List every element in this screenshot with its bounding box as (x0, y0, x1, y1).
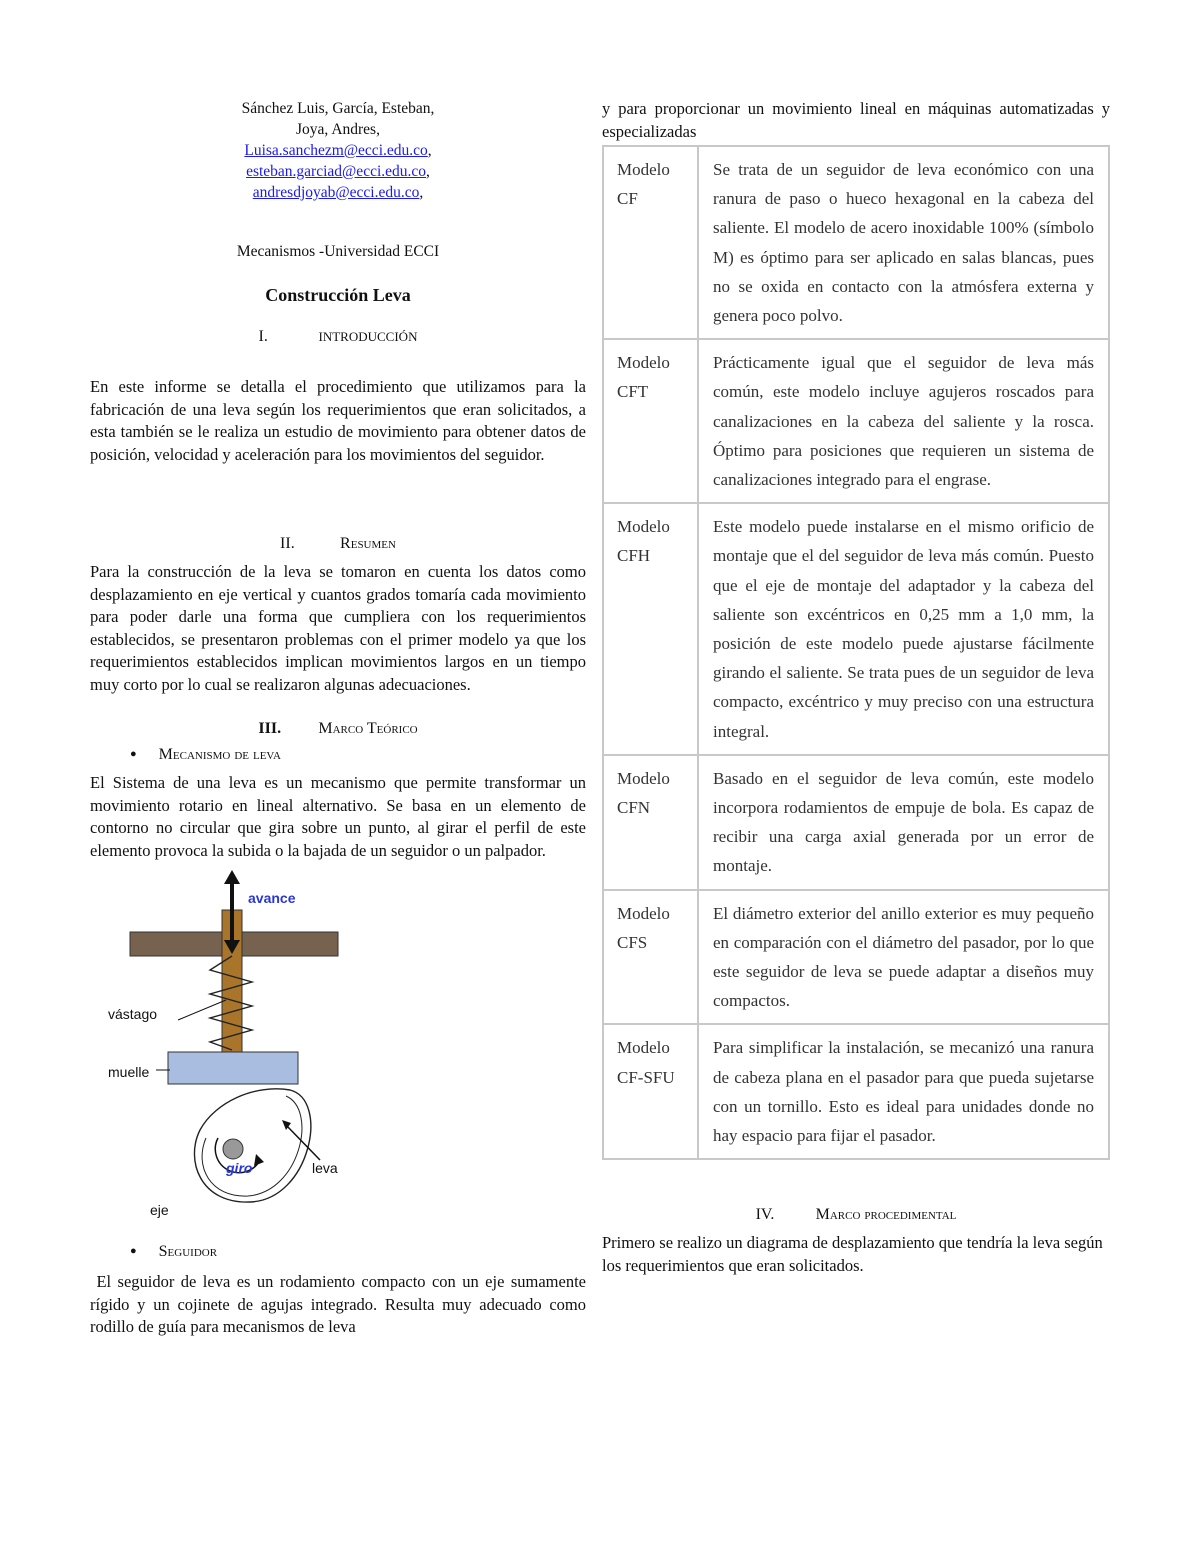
cam-diagram (90, 870, 586, 1225)
left-column (90, 98, 591, 1339)
section-title: Marco Teórico (318, 720, 418, 737)
models-table-body (603, 146, 1109, 1159)
intro-paragraph: En este informe se detalla el procedimiento que utilizamos para la fabricación de una leva según los requerimientos que eran solicitados, a esta también se le realiza un estudio de movimiento para obtener datos de posición, velocidad y aceleración para los movimientos del seguidor. (90, 377, 586, 464)
bullet-seguidor: ● Seguidor (130, 1243, 586, 1261)
table-row (603, 146, 1109, 339)
model-name-cell: Modelo CF-SFU (603, 1024, 698, 1159)
affiliation: Mecanismos -Universidad ECCI (236, 243, 440, 260)
cam-inner-line (202, 1096, 302, 1196)
label-vastago: vástago (108, 1006, 158, 1022)
leva-pointer (286, 1125, 320, 1160)
model-description-cell: Se trata de un seguidor de leva económico con una ranura de paso o hueco hexagonal en la cabeza del saliente. El modelo de acero inoxidable 100% (símbolo M) es óptimo para ser aplicado en salas blancas, pues no se oxida en contacto con la atmósfera externa y genera poco polvo. (698, 146, 1109, 339)
section-number: II. (280, 535, 295, 552)
paper-title: Construcción Leva (265, 285, 411, 305)
models-table (602, 145, 1110, 1160)
authors-line-1: Sánchez Luis, García, Esteban, (241, 100, 435, 117)
section-heading-resumen (90, 535, 586, 553)
label-avance: avance (248, 890, 296, 906)
email-link-3[interactable]: andresdjoyab@ecci.edu.co (252, 184, 420, 201)
vastago-pointer (178, 1000, 226, 1020)
model-name-cell: Modelo CFS (603, 890, 698, 1025)
label-leva: leva (312, 1160, 338, 1176)
model-description-cell: Prácticamente igual que el seguidor de leva más común, este modelo incluye agujeros roscados para canalizaciones en la cabeza del saliente y la rosca. Óptimo para posiciones que requieren un sistema de canalizaciones integrado para el engrase. (698, 339, 1109, 503)
model-description-cell: Este modelo puede instalarse en el mismo orificio de montaje que el del seguidor de leva más común. Puesto que el eje de montaje del adaptador y la cabeza del saliente son excéntricos en 0,25 mm a 1,0 mm, la posición de este modelo puede ajustarse fácilmente girando el saliente. Se trata pues de un seguidor de leva compacto, excéntrico y muy preciso con una estructura integral. (698, 503, 1109, 755)
up-arrow-icon (224, 870, 240, 884)
model-description-cell: Basado en el seguidor de leva común, este modelo incorpora rodamientos de empuje de bola. Es capaz de recibir una carga axial generada por un error de montaje. (698, 755, 1109, 890)
section-title: INTRODUCCIÓN (318, 329, 418, 344)
resumen-paragraph: Para la construcción de la leva se tomaron en cuenta los datos como desplazamiento en eje vertical y cuantos grados tomaría cada movimiento para poder darle una forma que cumpliera con los requerimientos establecidos, se presentaron problemas con el primer modelo ya que los requerimientos establecidos implican movimientos largos en un tiempo muy corto por lo cual se realizaron algunas adecuaciones. (90, 562, 586, 694)
model-name-cell: Modelo CFH (603, 503, 698, 755)
email-link-1[interactable]: Luisa.sanchezm@ecci.edu.co (244, 142, 428, 159)
section-number: III. (258, 720, 282, 737)
bullet-mecanismo: ● Mecanismo de leva (130, 746, 586, 764)
section-number: IV. (755, 1206, 775, 1224)
section-number: I. (258, 328, 268, 345)
table-row (603, 503, 1109, 755)
follower-plate (168, 1052, 298, 1084)
cam-profile (194, 1089, 310, 1202)
model-description-cell: Para simplificar la instalación, se mecanizó una ranura de cabeza plana en el pasador para que pueda sujetarse con un tornillo. Esto es ideal para unidades donde no hay espacio para fijar el pasador. (698, 1024, 1109, 1159)
cam-diagram-svg (90, 870, 586, 1225)
table-row (603, 890, 1109, 1025)
table-row (603, 1024, 1109, 1159)
email-link-2[interactable]: esteban.garciad@ecci.edu.co (246, 163, 427, 180)
section-heading-marco (90, 720, 586, 738)
model-name-cell: Modelo CFN (603, 755, 698, 890)
model-name-cell: Modelo CF (603, 146, 698, 339)
seguidor-paragraph-continued: y para proporcionar un movimiento lineal en máquinas automatizadas y especializadas (602, 99, 1110, 141)
table-row (603, 339, 1109, 503)
proc-paragraph: Primero se realizo un diagrama de desplazamiento que tendría la leva según los requerimientos que eran solicitados. (602, 1233, 1103, 1275)
rotation-arrow-head-icon (254, 1154, 264, 1166)
right-column (602, 98, 1110, 1277)
axle (223, 1139, 243, 1159)
seguidor-paragraph: El seguidor de leva es un rodamiento compacto con un eje sumamente rígido y un cojinete de agujas integrado. Resulta muy adecuado como rodillo de guía para mecanismos de leva (90, 1272, 591, 1336)
section-title: Marco procedimental (815, 1206, 957, 1224)
mecanismo-paragraph: El Sistema de una leva es un mecanismo que permite transformar un movimiento rotario en lineal alternativo. Se basa en un elemento de contorno no circular que gira sobre un punto, al girar el perfil de este elemento provoca la subida o la bajada de un seguidor o un palpador. (90, 773, 586, 860)
author-block: Sánchez Luis, García, Esteban, Joya, Andres, Luisa.sanchezm@ecci.edu.co, esteban.garciad@ecci.edu.co, andresdjoyab@ecci.edu.co, (90, 98, 586, 203)
authors-line-2: Joya, Andres, (296, 121, 380, 138)
label-eje: eje (150, 1202, 169, 1218)
section-heading-intro (90, 328, 586, 346)
section-title: Resumen (340, 535, 396, 552)
model-name-cell: Modelo CFT (603, 339, 698, 503)
label-muelle: muelle (108, 1064, 150, 1080)
table-row (603, 755, 1109, 890)
section-heading-proc (602, 1206, 1110, 1224)
label-giro: giro (226, 1160, 253, 1176)
model-description-cell: El diámetro exterior del anillo exterior es muy pequeño en comparación con el diámetro del pasador, por lo que este seguidor de leva se puede adaptar a diseños muy compactos. (698, 890, 1109, 1025)
